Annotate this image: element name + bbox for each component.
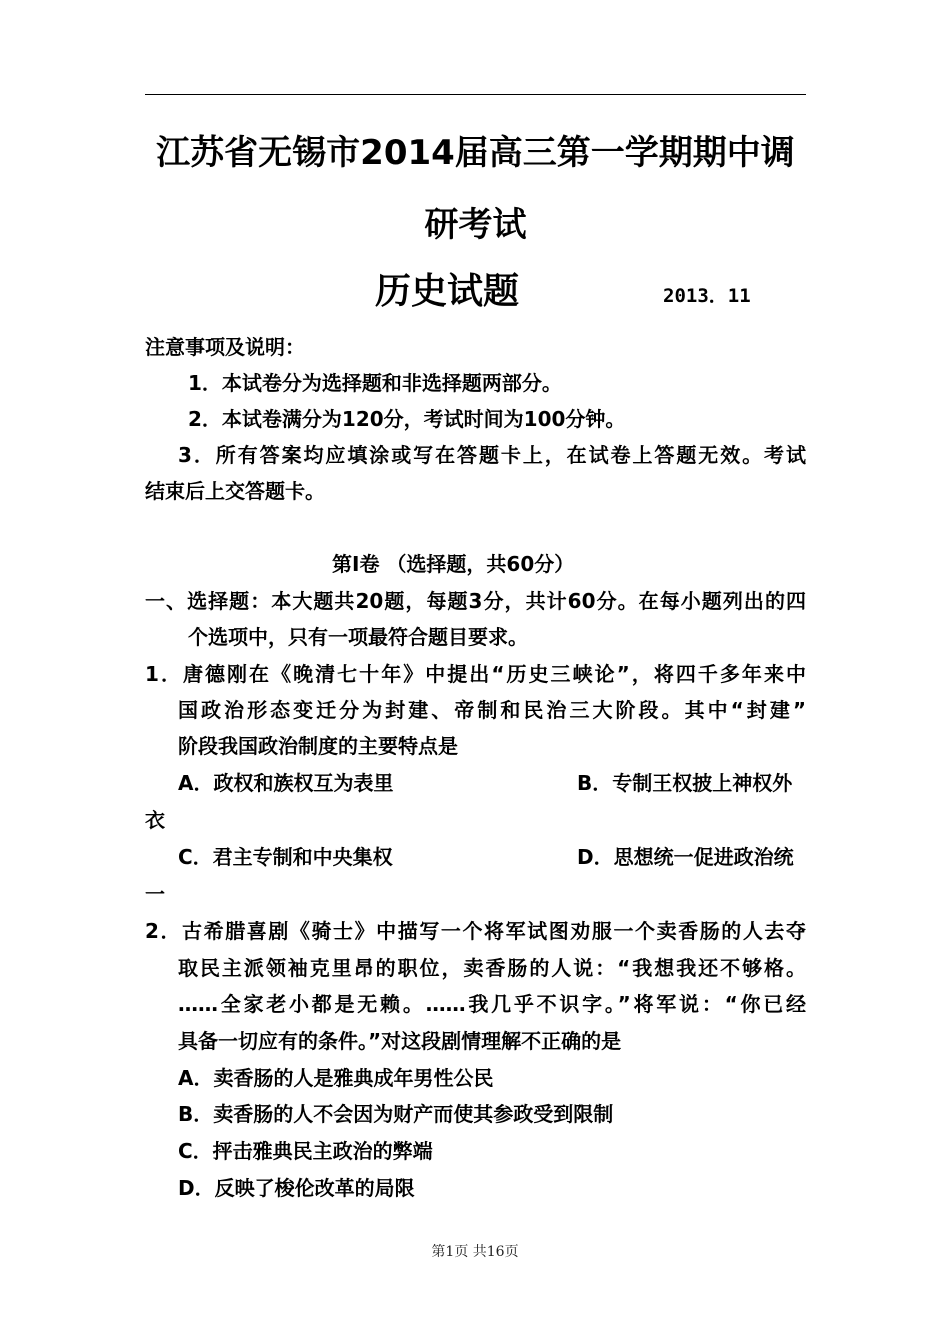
subtitle: 历史试题 (375, 271, 520, 312)
q1-option-b-wrap: 衣 (145, 808, 165, 832)
q2-stem-line-3: ……全家老小都是无赖。……我几乎不识字。”将军说：“你已经 (178, 992, 806, 1016)
title-line-2: 研考试 (424, 205, 527, 245)
q1-option-b: B．专制王权披上神权外 (577, 771, 793, 795)
q2-option-b: B．卖香肠的人不会因为财产而使其参政受到限制 (178, 1102, 614, 1126)
q2-option-c: C．抨击雅典民主政治的弊端 (178, 1139, 433, 1163)
notes-heading: 注意事项及说明： (145, 335, 305, 359)
section-instruction-line-2: 个选项中，只有一项最符合题目要求。 (188, 625, 528, 649)
q2-option-d: D．反映了梭伦改革的局限 (178, 1176, 415, 1200)
q2-stem-line-2: 取民主派领袖克里昂的职位，卖香肠的人说：“我想我还不够格。 (178, 956, 806, 980)
q1-stem-line-3: 阶段我国政治制度的主要特点是 (178, 734, 458, 758)
notes-item-1: 1．本试卷分为选择题和非选择题两部分。 (188, 371, 562, 395)
q2-stem-line-1: 2．古希腊喜剧《骑士》中描写一个将军试图劝服一个卖香肠的人去夺 (145, 919, 806, 943)
notes-item-3-line-2: 结束后上交答题卡。 (145, 479, 325, 503)
title-line-1: 江苏省无锡市2014届高三第一学期期中调 (156, 133, 795, 173)
section-instruction-line-1: 一、选择题：本大题共20题，每题3分，共计60分。在每小题列出的四 (145, 589, 806, 613)
q1-stem-line-1: 1．唐德刚在《晚清七十年》中提出“历史三峡论”，将四千多年来中 (145, 662, 806, 686)
q1-stem-line-2: 国政治形态变迁分为封建、帝制和民治三大阶段。其中“封建” (178, 698, 806, 722)
q1-option-a: A．政权和族权互为表里 (178, 771, 394, 795)
header-rule (145, 94, 806, 95)
notes-item-3-line-1: 3．所有答案均应填涂或写在答题卡上，在试卷上答题无效。考试 (178, 443, 806, 467)
page-footer: 第1页 共16页 (431, 1244, 519, 1260)
q1-option-c: C．君主专制和中央集权 (178, 845, 393, 869)
notes-item-2: 2．本试卷满分为120分，考试时间为100分钟。 (188, 407, 626, 431)
q2-stem-line-4: 具备一切应有的条件。”对这段剧情理解不正确的是 (178, 1029, 622, 1053)
q1-option-d: D．思想统一促进政治统 (577, 845, 794, 869)
exam-date: 2013．11 (663, 285, 751, 307)
q2-option-a: A．卖香肠的人是雅典成年男性公民 (178, 1066, 494, 1090)
q1-option-d-wrap: 一 (145, 882, 165, 906)
section-heading: 第Ⅰ卷 （选择题，共60分） (332, 552, 575, 576)
